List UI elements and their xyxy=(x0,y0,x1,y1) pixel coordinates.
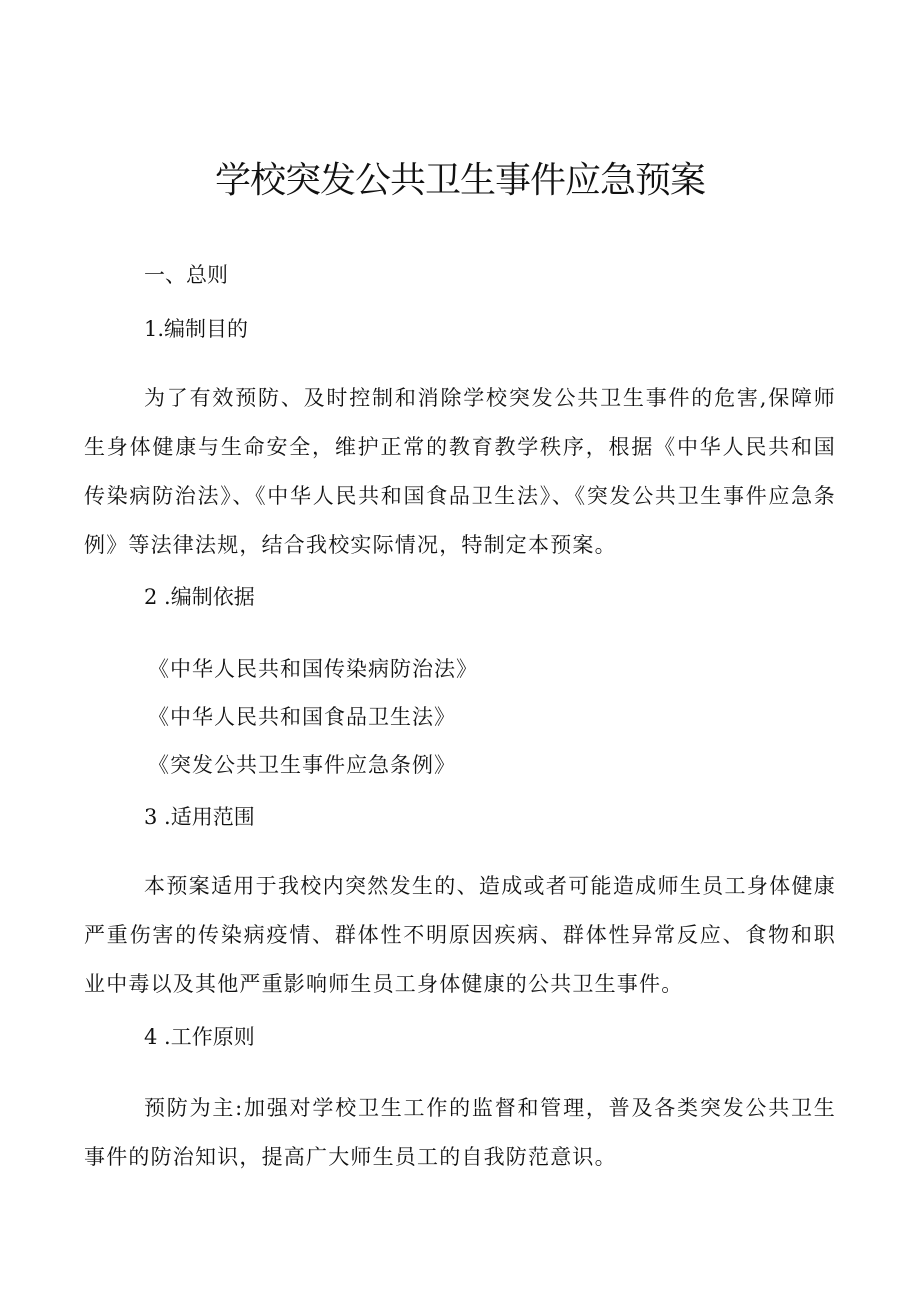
document-title: 学校突发公共卫生事件应急预案 xyxy=(214,160,705,201)
paragraph-purpose: 为了有效预防、及时控制和消除学校突发公共卫生事件的危害,保障师生身体健康与生命安全，维护正常的教育教学秩序，根据《中华人民共和国传染病防治法》、《中华人民共和国食品卫生法》、《突发公共卫生事件应急条例》等法律法规，结合我校实际情况，特制定本预案。 xyxy=(84,386,836,557)
heading-basis: 2 .编制依据 xyxy=(144,585,255,609)
heading-purpose: 1.编制目的 xyxy=(144,317,249,341)
basis-item: 《中华人民共和国食品卫生法》 xyxy=(148,705,456,729)
section-heading-general: 一、总则 xyxy=(144,263,228,287)
heading-principles: 4 .工作原则 xyxy=(144,1025,255,1049)
basis-item: 《突发公共卫生事件应急条例》 xyxy=(148,753,456,777)
paragraph-scope: 本预案适用于我校内突然发生的、造成或者可能造成师生员工身体健康严重伤害的传染病疫情、群体性不明原因疾病、群体性异常反应、食物和职业中毒以及其他严重影响师生员工身体健康的公共卫生事件。 xyxy=(84,874,836,996)
heading-scope: 3 .适用范围 xyxy=(144,805,255,829)
basis-item: 《中华人民共和国传染病防治法》 xyxy=(148,657,478,681)
paragraph-principles: 预防为主:加强对学校卫生工作的监督和管理，普及各类突发公共卫生事件的防治知识，提高广大师生员工的自我防范意识。 xyxy=(84,1096,836,1169)
